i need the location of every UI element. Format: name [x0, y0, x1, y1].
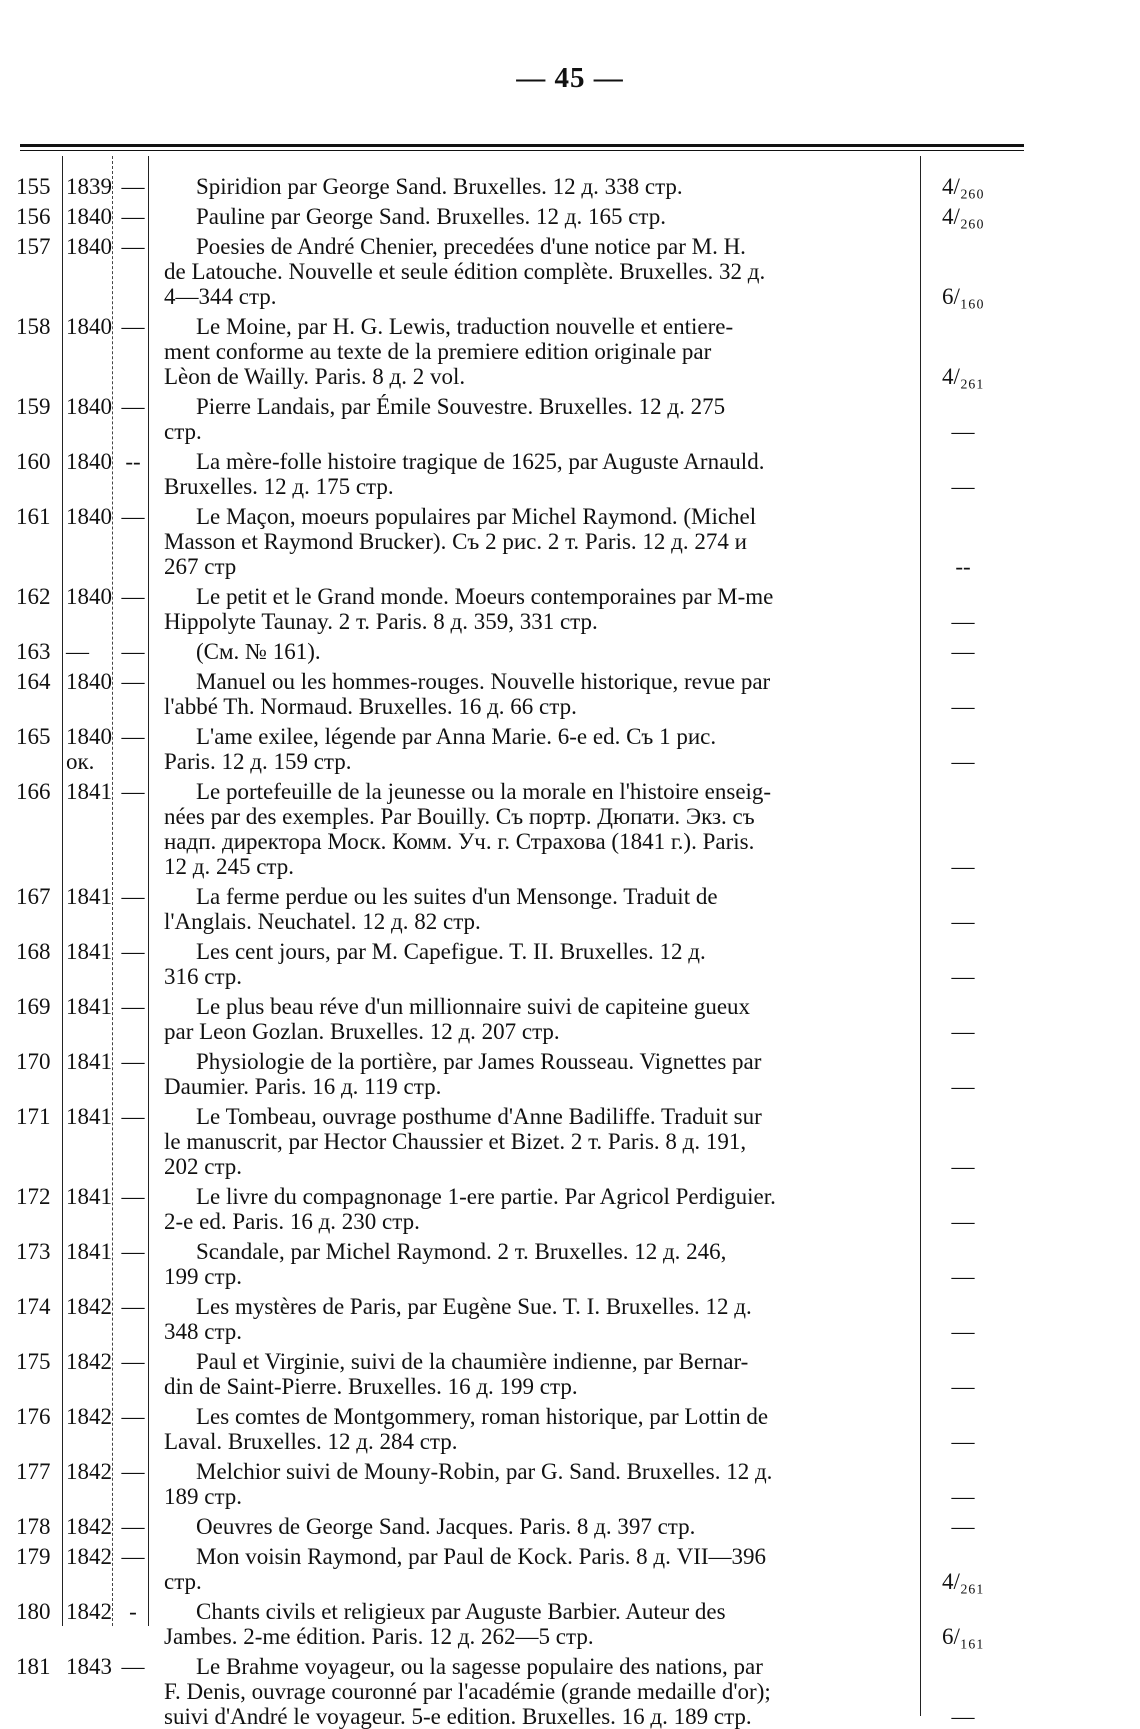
entry-number: 179: [16, 1544, 51, 1569]
entry-year: [66, 724, 112, 774]
entry-dash-mark: —: [121, 994, 145, 1019]
entry-year-value: 1840: [66, 669, 112, 694]
entry-text-line: l'Anglais. Neuchatel. 12 д. 82 стр.: [164, 909, 481, 934]
entry-dash-mark: —: [121, 1239, 145, 1264]
entry-price: —: [951, 1514, 975, 1539]
entry-price: --: [955, 554, 971, 579]
entry-year-value: 1841: [66, 779, 112, 804]
entry-text-line: Mon voisin Raymond, par Paul de Kock. Paris. 8 д. VII—396: [196, 1544, 767, 1569]
entry-description: [164, 1104, 916, 1179]
entry-year: [66, 884, 112, 909]
entry-text-line: Le plus beau réve d'un millionnaire suivi de capiteine gueux: [196, 994, 751, 1019]
entry-text-line: Le Maçon, moeurs populaires par Michel Raymond. (Michel: [196, 504, 757, 529]
entry-year-value: 1842: [66, 1514, 112, 1539]
entry-description: [164, 1654, 916, 1729]
entry-text-line: La ferme perdue ou les suites d'un Mensonge. Traduit de: [196, 884, 718, 909]
entry-year: [66, 504, 112, 529]
entry-description: [164, 174, 916, 199]
entry-text-line: Hippolyte Taunay. 2 т. Paris. 8 д. 359, 331 стр.: [164, 609, 598, 634]
entry-description: [164, 1294, 916, 1344]
entry-text-line: ment conforme au texte de la premiere edition originale par: [164, 339, 712, 364]
entry-description: [164, 1239, 916, 1289]
entry-year-value: —: [66, 639, 89, 664]
entry-text-line: Poesies de André Chenier, precedées d'une notice par M. H.: [196, 234, 746, 259]
entry-year: [66, 1459, 112, 1484]
entry-number: 166: [16, 779, 51, 804]
entry-dash-mark: —: [121, 1184, 145, 1209]
entry-number: 177: [16, 1459, 51, 1484]
entry-year: [66, 1104, 112, 1129]
entry-number: 169: [16, 994, 51, 1019]
entry-description: [164, 1049, 916, 1099]
entry-year: [66, 204, 112, 229]
entry-description: [164, 1404, 916, 1454]
entry-number: 168: [16, 939, 51, 964]
entry-description: [164, 669, 916, 719]
entry-number: 176: [16, 1404, 51, 1429]
entry-description: [164, 234, 916, 309]
entry-text-line: Jambes. 2-me édition. Paris. 12 д. 262—5 стр.: [164, 1624, 594, 1649]
entry-year: [66, 639, 112, 664]
entry-dash-mark: —: [121, 314, 145, 339]
entry-number: 167: [16, 884, 51, 909]
entry-text-line: Laval. Bruxelles. 12 д. 284 стр.: [164, 1429, 458, 1454]
entry-price: —: [951, 1704, 975, 1729]
entry-number: 158: [16, 314, 51, 339]
entry-number: 159: [16, 394, 51, 419]
entry-dash-mark: —: [121, 504, 145, 529]
entry-text-line: Pierre Landais, par Émile Souvestre. Bruxelles. 12 д. 275: [196, 394, 726, 419]
entry-price: 4/₂₆₁: [942, 364, 984, 389]
entry-number: 155: [16, 174, 51, 199]
entry-price: —: [951, 609, 975, 634]
entry-number: 181: [16, 1654, 51, 1679]
entry-description: [164, 394, 916, 444]
entry-price: —: [951, 419, 975, 444]
entry-text-line: надп. директора Моск. Комм. Уч. г. Страхова (1841 г.). Paris.: [164, 829, 755, 854]
entry-description: [164, 504, 916, 579]
entry-text-line: nées par des exemples. Par Bouilly. Съ портр. Дюпати. Экз. съ: [164, 804, 755, 829]
entry-year: [66, 1294, 112, 1319]
entry-year-value: 1839: [66, 174, 112, 199]
entry-text-line: 189 стр.: [164, 1484, 243, 1509]
entry-number: 157: [16, 234, 51, 259]
entry-dash-mark: —: [121, 1459, 145, 1484]
entry-dash-mark: —: [121, 204, 145, 229]
entry-number: 172: [16, 1184, 51, 1209]
entry-description: [164, 1349, 916, 1399]
entry-description: [164, 314, 916, 389]
entry-text-line: 348 стр.: [164, 1319, 243, 1344]
entry-dash-mark: —: [121, 234, 145, 259]
entry-dash-mark: —: [121, 779, 145, 804]
entry-year-value: 1841: [66, 1104, 112, 1129]
entry-text-line: de Latouche. Nouvelle et seule édition complète. Bruxelles. 32 д.: [164, 259, 766, 284]
entry-description: [164, 779, 916, 879]
entry-description: [164, 1544, 916, 1594]
entry-dash-mark: —: [121, 1294, 145, 1319]
entry-text-line: 4—344 стр.: [164, 284, 277, 309]
entry-description: [164, 449, 916, 499]
entry-text-line: Le livre du compagnonage 1-ere partie. Par Agricol Perdiguier.: [196, 1184, 776, 1209]
entry-dash-mark: —: [121, 1514, 145, 1539]
entry-dash-mark: —: [121, 1049, 145, 1074]
entry-text-line: par Leon Gozlan. Bruxelles. 12 д. 207 стр.: [164, 1019, 560, 1044]
entry-dash-mark: —: [121, 1349, 145, 1374]
entry-year: [66, 1544, 112, 1569]
entry-description: [164, 639, 916, 664]
entry-year-value: 1842: [66, 1294, 112, 1319]
entry-year-value: 1841: [66, 994, 112, 1019]
entry-text-line: Spiridion par George Sand. Bruxelles. 12 д. 338 стр.: [196, 174, 683, 199]
entry-year-value: 1843: [66, 1654, 112, 1679]
entry-dash-mark: —: [121, 1544, 145, 1569]
entry-year: [66, 234, 112, 259]
entry-year-value: 1841: [66, 939, 112, 964]
entry-year-value: 1840: [66, 234, 112, 259]
entry-year-value: 1842: [66, 1544, 112, 1569]
entry-text-line: Le Tombeau, ouvrage posthume d'Anne Badiliffe. Traduit sur: [196, 1104, 762, 1129]
entry-dash-mark: —: [121, 1654, 145, 1679]
entry-year-value: 1840: [66, 204, 112, 229]
entry-text-line: Le portefeuille de la jeunesse ou la morale en l'histoire enseig-: [196, 779, 772, 804]
entry-text-line: 199 стр.: [164, 1264, 243, 1289]
entry-price: —: [951, 1074, 975, 1099]
entry-price: —: [951, 474, 975, 499]
entry-dash-mark: —: [121, 1104, 145, 1129]
entry-text-line: Lèon de Wailly. Paris. 8 д. 2 vol.: [164, 364, 466, 389]
entry-text-line: L'ame exilee, légende par Anna Marie. 6-е ed. Съ 1 рис.: [196, 724, 717, 749]
entry-text-line: Le petit et le Grand monde. Moeurs contemporaines par M-me: [196, 584, 774, 609]
entry-text-line: 12 д. 245 стр.: [164, 854, 294, 879]
entry-text-line: Paul et Virginie, suivi de la chaumière indienne, par Bernar-: [196, 1349, 749, 1374]
entry-number: 162: [16, 584, 51, 609]
entry-text-line: Masson et Raymond Brucker). Съ 2 рис. 2 т. Paris. 12 д. 274 и: [164, 529, 747, 554]
entry-number: 156: [16, 204, 51, 229]
entry-price: —: [951, 1484, 975, 1509]
entry-year: [66, 1184, 112, 1209]
entry-price: —: [951, 694, 975, 719]
entry-description: [164, 994, 916, 1044]
entry-year: [66, 1404, 112, 1429]
entry-year: [66, 584, 112, 609]
entry-year-value: 1842: [66, 1349, 112, 1374]
entry-price: —: [951, 1264, 975, 1289]
entry-price: —: [951, 909, 975, 934]
entry-text-line: Les cent jours, par M. Capefigue. T. II. Bruxelles. 12 д.: [196, 939, 706, 964]
entry-description: [164, 1459, 916, 1509]
entry-text-line: (См. № 161).: [196, 639, 321, 664]
entry-number: 164: [16, 669, 51, 694]
entry-price: —: [951, 749, 975, 774]
entry-dash-mark: —: [121, 394, 145, 419]
entry-year: [66, 994, 112, 1019]
entry-dash-mark: —: [121, 584, 145, 609]
entry-text-line: 202 стр.: [164, 1154, 243, 1179]
entry-text-line: Pauline par George Sand. Bruxelles. 12 д. 165 стр.: [196, 204, 667, 229]
entry-description: [164, 1184, 916, 1234]
entry-year-value: 1842: [66, 1404, 112, 1429]
entry-year: [66, 1599, 112, 1624]
entry-price: —: [951, 854, 975, 879]
entry-text-line: стр.: [164, 419, 202, 444]
entry-text-line: Le Brahme voyageur, ou la sagesse populaire des nations, par: [196, 1654, 763, 1679]
entry-year: [66, 1514, 112, 1539]
entry-text-line: Melchior suivi de Mouny-Robin, par G. Sand. Bruxelles. 12 д.: [196, 1459, 773, 1484]
entry-year: [66, 314, 112, 339]
entry-year: [66, 1349, 112, 1374]
entry-number: 161: [16, 504, 51, 529]
entry-text-line: Daumier. Paris. 16 д. 119 стр.: [164, 1074, 442, 1099]
entry-year: [66, 1049, 112, 1074]
entry-description: [164, 1514, 916, 1539]
entry-dash-mark: —: [121, 639, 145, 664]
entry-description: [164, 724, 916, 774]
entry-number: 163: [16, 639, 51, 664]
entry-year-value: 1840: [66, 449, 112, 474]
entry-number: 175: [16, 1349, 51, 1374]
entry-dash-mark: —: [121, 939, 145, 964]
entry-text-line: l'abbé Th. Normaud. Bruxelles. 16 д. 66 стр.: [164, 694, 577, 719]
entry-price: —: [951, 1429, 975, 1454]
entry-description: [164, 584, 916, 634]
entry-text-line: Paris. 12 д. 159 стр.: [164, 749, 352, 774]
entry-dash-mark: —: [121, 884, 145, 909]
entry-year-value: 1840: [66, 314, 112, 339]
entry-year: [66, 174, 112, 199]
entry-year: [66, 449, 112, 474]
entry-year: [66, 1654, 112, 1679]
entry-text-line: La mère-folle histoire tragique de 1625, par Auguste Arnauld.: [196, 449, 765, 474]
entry-description: [164, 1599, 916, 1649]
entry-description: [164, 939, 916, 989]
entry-number: 171: [16, 1104, 51, 1129]
entry-text-line: Les comtes de Montgommery, roman historique, par Lottin de: [196, 1404, 769, 1429]
entry-number: 160: [16, 449, 51, 474]
entry-text-line: Manuel ou les hommes-rouges. Nouvelle historique, revue par: [196, 669, 771, 694]
entry-number: 178: [16, 1514, 51, 1539]
page-number: — 45 —: [516, 62, 624, 94]
entry-year-value: 1841: [66, 1184, 112, 1209]
entry-price: 4/₂₆₀: [942, 204, 984, 229]
entry-text-line: 267 стр: [164, 554, 237, 579]
entry-text-line: Oeuvres de George Sand. Jacques. Paris. 8 д. 397 стр.: [196, 1514, 696, 1539]
entry-text-line: Les mystères de Paris, par Eugène Sue. T. I. Bruxelles. 12 д.: [196, 1294, 752, 1319]
entry-price: 6/₁₆₀: [942, 284, 984, 309]
entry-number: 165: [16, 724, 51, 749]
entry-text-line: Bruxelles. 12 д. 175 стр.: [164, 474, 394, 499]
entry-year-value: 1842: [66, 1459, 112, 1484]
entry-year-value: 1840: [66, 724, 112, 749]
entry-year: [66, 669, 112, 694]
entry-description: [164, 204, 916, 229]
entry-text-line: Scandale, par Michel Raymond. 2 т. Bruxelles. 12 д. 246,: [196, 1239, 727, 1264]
entry-text-line: 316 стр.: [164, 964, 243, 989]
entry-text-line: Physiologie de la portière, par James Rousseau. Vignettes par: [196, 1049, 762, 1074]
entry-year-value: 1840: [66, 504, 112, 529]
entry-dash-mark: —: [121, 724, 145, 749]
entry-year: [66, 394, 112, 419]
entry-text-line: din de Saint-Pierre. Bruxelles. 16 д. 199 стр.: [164, 1374, 578, 1399]
entry-year-note: ок.: [66, 749, 95, 774]
entry-year-value: 1841: [66, 1239, 112, 1264]
entry-price: —: [951, 1019, 975, 1044]
entry-price: 4/₂₆₀: [942, 174, 984, 199]
entry-dash-mark: —: [121, 669, 145, 694]
entry-text-line: suivi d'André le voyageur. 5-е edition. Bruxelles. 16 д. 189 стр.: [164, 1704, 752, 1729]
entry-year-value: 1841: [66, 1049, 112, 1074]
entry-text-line: Le Moine, par H. G. Lewis, traduction nouvelle et entiere-: [196, 314, 734, 339]
entry-text-line: le manuscrit, par Hector Chaussier et Bizet. 2 т. Paris. 8 д. 191,: [164, 1129, 747, 1154]
entry-price: —: [951, 1154, 975, 1179]
entry-number: 170: [16, 1049, 51, 1074]
entry-price: —: [951, 964, 975, 989]
entry-year: [66, 939, 112, 964]
entry-price: 6/₁₆₁: [942, 1624, 984, 1649]
entry-year-value: 1841: [66, 884, 112, 909]
entry-price: 4/₂₆₁: [942, 1569, 984, 1594]
entry-number: 174: [16, 1294, 51, 1319]
entry-text-line: стр.: [164, 1569, 202, 1594]
entry-year-value: 1840: [66, 394, 112, 419]
entry-description: [164, 884, 916, 934]
entry-price: —: [951, 639, 975, 664]
entry-text-line: F. Denis, ouvrage couronné par l'académie (grande medaille d'or);: [164, 1679, 771, 1704]
entry-price: —: [951, 1374, 975, 1399]
entry-number: 180: [16, 1599, 51, 1624]
entry-dash-mark: -: [129, 1599, 137, 1624]
entry-dash-mark: —: [121, 174, 145, 199]
entry-number: 173: [16, 1239, 51, 1264]
entry-year: [66, 1239, 112, 1264]
entry-dash-mark: —: [121, 1404, 145, 1429]
entry-price: —: [951, 1209, 975, 1234]
entry-year-value: 1840: [66, 584, 112, 609]
entry-text-line: 2-е ed. Paris. 16 д. 230 стр.: [164, 1209, 420, 1234]
entry-dash-mark: --: [125, 449, 141, 474]
entry-price: —: [951, 1319, 975, 1344]
entry-year-value: 1842: [66, 1599, 112, 1624]
entry-year: [66, 779, 112, 804]
entry-text-line: Chants civils et religieux par Auguste Barbier. Auteur des: [196, 1599, 726, 1624]
